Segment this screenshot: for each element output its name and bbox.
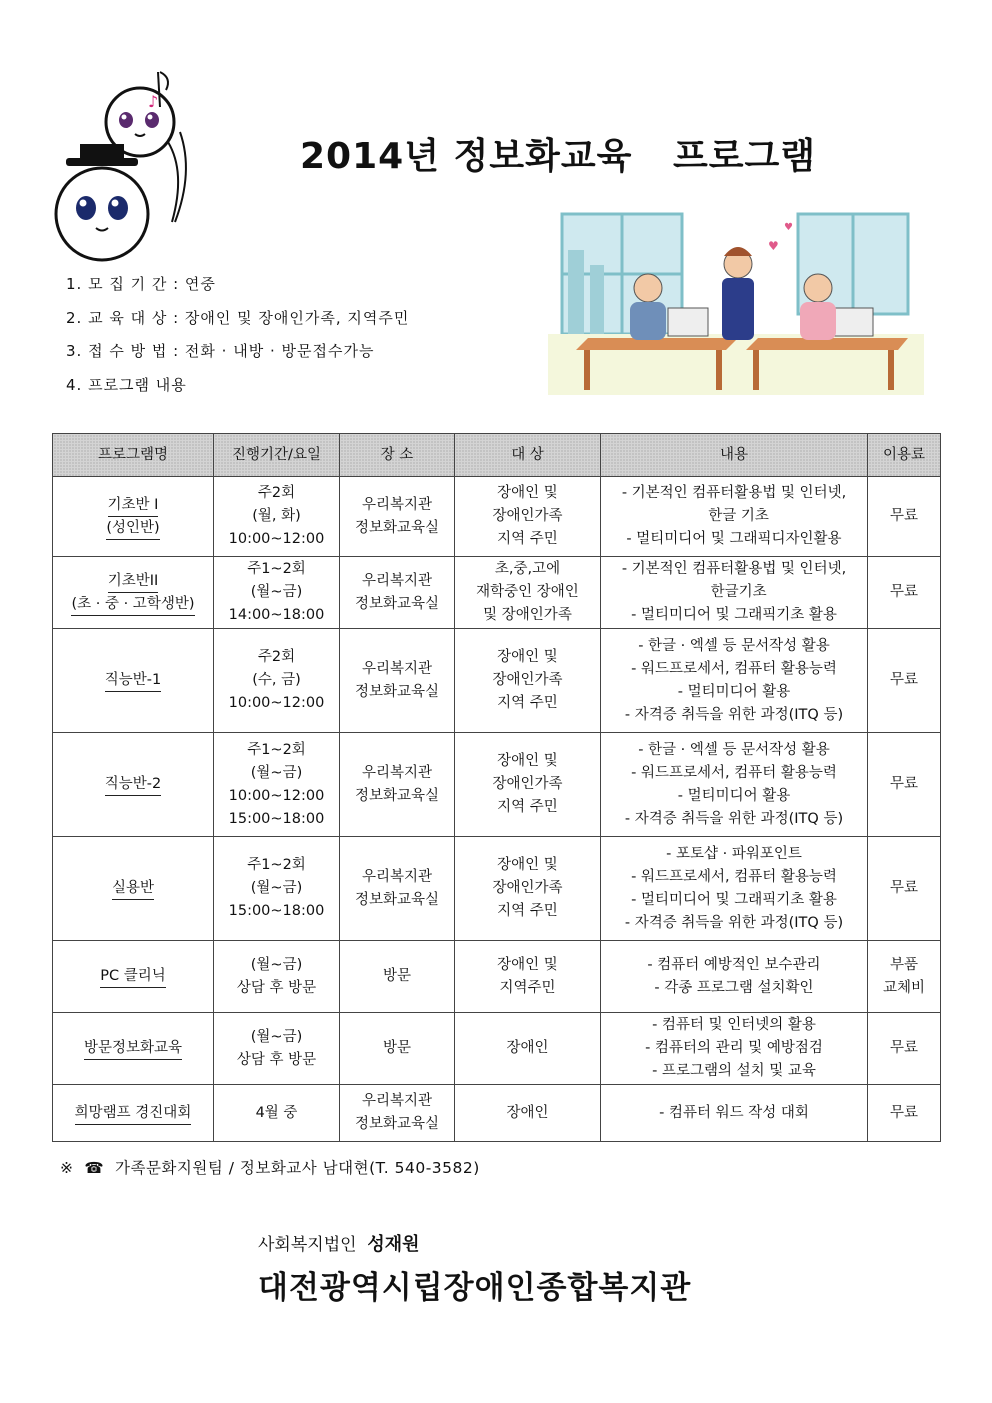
program-name-cell — [53, 837, 214, 941]
content-line: - 워드프로세서, 컴퓨터 활용능력 — [631, 868, 837, 885]
target-cell — [455, 733, 601, 837]
period-line: 10:00~12:00 — [228, 787, 325, 804]
target-cell — [455, 629, 601, 733]
content-line: - 워드프로세서, 컴퓨터 활용능력 — [631, 660, 837, 677]
period-cell — [214, 941, 340, 1013]
place-cell — [340, 941, 455, 1013]
info-program: 4. 프로그램 내용 — [66, 375, 187, 394]
place-line: 우리복지관 — [361, 660, 433, 677]
content-line: - 한글 · 엑셀 등 문서작성 활용 — [638, 637, 830, 654]
recruitment-info — [66, 268, 409, 402]
program-name-cell — [53, 1013, 214, 1085]
period-line: (수, 금) — [252, 672, 301, 688]
period-line: 주2회 — [257, 649, 296, 665]
fee-line: 무료 — [889, 1104, 918, 1121]
period-cell — [214, 477, 340, 557]
period-line: 상담 후 방문 — [236, 979, 317, 996]
target-line: 지역 주민 — [497, 531, 558, 547]
fee-line: 무료 — [889, 508, 918, 524]
foundation-line — [258, 1230, 420, 1256]
target-cell — [455, 1085, 601, 1142]
content-line: - 자격증 취득을 위한 과정(ITQ 등) — [624, 706, 844, 723]
content-line: 한글기초 — [701, 584, 767, 600]
fee-line: 무료 — [889, 672, 918, 688]
header-content: 내용 — [601, 434, 868, 477]
target-line: 지역주민 — [499, 979, 556, 996]
period-line: (월~금) — [250, 956, 303, 973]
place-cell — [340, 733, 455, 837]
target-line: 재학중인 장애인 — [476, 584, 579, 600]
content-cell — [601, 837, 868, 941]
target-line: 지역 주민 — [497, 799, 558, 815]
program-name-line: (초 · 중 · 고학생반) — [71, 593, 194, 616]
info-target: 2. 교 육 대 상 : 장애인 및 장애인가족, 지역주민 — [66, 308, 410, 327]
content-line: - 포토샵 · 파워포인트 — [666, 845, 802, 862]
period-line: 주1~2회 — [247, 857, 306, 873]
info-method: 3. 접 수 방 법 : 전화 · 내방 · 방문접수가능 — [66, 342, 375, 360]
content-cell — [601, 1013, 868, 1085]
content-cell — [601, 1085, 868, 1142]
period-line: 4월 중 — [255, 1104, 298, 1121]
program-name-cell — [53, 629, 214, 733]
period-cell — [214, 837, 340, 941]
period-line: 주1~2회 — [247, 561, 306, 577]
place-line: 정보화교육실 — [354, 1116, 440, 1132]
period-line: 주1~2회 — [247, 741, 306, 758]
program-name-line: 희망램프 경진대회 — [75, 1102, 192, 1125]
place-cell — [340, 557, 455, 629]
period-cell — [214, 1085, 340, 1142]
fee-line: 무료 — [889, 776, 918, 792]
place-cell — [340, 1085, 455, 1142]
content-line: - 한글 · 엑셀 등 문서작성 활용 — [638, 741, 830, 758]
center-name: 대전광역시립장애인종합복지관 — [258, 1270, 692, 1306]
fee-cell — [868, 1085, 941, 1142]
mascot-illustration — [50, 62, 200, 262]
content-line: - 멀티미디어 및 그래픽기초 활용 — [631, 891, 837, 908]
table-row — [53, 837, 941, 941]
place-line: 방문 — [382, 968, 411, 984]
header-program-name: 프로그램명 — [53, 434, 214, 477]
fee-cell — [868, 733, 941, 837]
content-cell — [601, 733, 868, 837]
table-header-row — [53, 434, 941, 477]
content-cell — [601, 629, 868, 733]
content-line: - 컴퓨터 워드 작성 대회 — [659, 1104, 809, 1121]
content-line: - 기본적인 컴퓨터활용법 및 인터넷, — [621, 561, 847, 577]
period-cell — [214, 733, 340, 837]
place-line: 우리복지관 — [361, 496, 433, 513]
target-cell — [455, 477, 601, 557]
content-line: - 각종 프로그램 설치확인 — [654, 979, 814, 996]
header-fee: 이용료 — [868, 434, 941, 477]
target-cell — [455, 837, 601, 941]
content-line: - 자격증 취득을 위한 과정(ITQ 등) — [624, 810, 844, 827]
content-line: - 프로그램의 설치 및 교육 — [652, 1063, 816, 1079]
content-line: - 기본적인 컴퓨터활용법 및 인터넷, — [621, 485, 847, 501]
table-body — [53, 477, 941, 1142]
period-line: (월~금) — [250, 584, 303, 600]
svg-text:♪: ♪ — [148, 92, 159, 111]
place-line: 정보화교육실 — [354, 787, 440, 804]
program-name-line: 직능반-1 — [105, 669, 161, 692]
table-row — [53, 629, 941, 733]
target-line: 장애인 및 — [497, 485, 558, 501]
content-cell — [601, 477, 868, 557]
program-name-line: (성인반) — [106, 517, 159, 540]
table-row — [53, 1013, 941, 1085]
place-line: 정보화교육실 — [354, 891, 440, 908]
content-line: - 컴퓨터의 관리 및 예방점검 — [645, 1040, 823, 1056]
foundation-name: 성재원 — [367, 1234, 420, 1255]
table-row — [53, 941, 941, 1013]
place-cell — [340, 1013, 455, 1085]
program-name-line: 실용반 — [112, 877, 154, 900]
program-name-cell — [53, 1085, 214, 1142]
place-line: 우리복지관 — [361, 868, 433, 885]
target-cell — [455, 557, 601, 629]
place-cell — [340, 477, 455, 557]
target-line: 장애인 및 — [497, 753, 558, 769]
period-line: (월, 화) — [252, 508, 301, 524]
fee-cell — [868, 941, 941, 1013]
place-line: 우리복지관 — [361, 1093, 433, 1109]
period-cell — [214, 1013, 340, 1085]
program-name-line: PC 클리닉 — [100, 965, 166, 988]
table-row — [53, 733, 941, 837]
period-line: 15:00~18:00 — [228, 810, 325, 827]
program-name-line: 방문정보화교육 — [84, 1037, 182, 1060]
target-line: 초,중,고에 — [494, 561, 561, 577]
foundation-label: 사회복지법인 — [258, 1235, 357, 1255]
content-line: 한글 기초 — [699, 508, 769, 524]
target-line: 장애인 및 — [497, 649, 558, 665]
table-row — [53, 1085, 941, 1142]
period-line: 10:00~12:00 — [228, 695, 325, 711]
program-name-cell — [53, 557, 214, 629]
target-line: 장애인 및 — [497, 956, 558, 973]
svg-text:♥: ♥ — [784, 222, 793, 233]
fee-line: 교체비 — [882, 979, 926, 996]
period-line: 15:00~18:00 — [228, 903, 325, 919]
target-line: 장애인가족 — [492, 880, 563, 896]
info-period: 1. 모 집 기 간 : 연중 — [66, 275, 216, 293]
period-line: (월~금) — [250, 880, 303, 896]
program-name-cell — [53, 941, 214, 1013]
period-line: (월~금) — [250, 1028, 303, 1045]
target-line: 장애인가족 — [492, 672, 563, 688]
content-line: - 멀티미디어 및 그래픽디자인활용 — [626, 531, 842, 547]
target-cell — [455, 1013, 601, 1085]
fee-cell — [868, 1013, 941, 1085]
place-line: 정보화교육실 — [354, 595, 440, 612]
content-cell — [601, 557, 868, 629]
period-line: 주2회 — [257, 485, 296, 501]
header-period: 진행기간/요일 — [214, 434, 340, 477]
fee-cell — [868, 477, 941, 557]
target-cell — [455, 941, 601, 1013]
content-line: - 컴퓨터 및 인터넷의 활용 — [652, 1017, 816, 1033]
content-line: - 컴퓨터 예방적인 보수관리 — [647, 956, 821, 973]
content-line: - 멀티미디어 활용 — [677, 683, 791, 700]
content-cell — [601, 941, 868, 1013]
target-line: 장애인 및 — [497, 857, 558, 873]
svg-text:♥: ♥ — [768, 239, 779, 253]
fee-line: 무료 — [889, 584, 918, 600]
place-line: 정보화교육실 — [354, 683, 440, 700]
fee-line: 부품 — [889, 956, 918, 973]
fee-line: 무료 — [889, 880, 918, 896]
fee-cell — [868, 557, 941, 629]
fee-cell — [868, 629, 941, 733]
place-line: 방문 — [382, 1040, 411, 1056]
period-line: 상담 후 방문 — [236, 1051, 317, 1068]
program-name-line: 직능반-2 — [105, 773, 161, 796]
page-title: 2014년 정보화교육 프로그램 — [300, 136, 817, 177]
period-line: 10:00~12:00 — [228, 531, 325, 547]
target-line: 장애인가족 — [492, 776, 563, 792]
target-line: 지역 주민 — [497, 903, 558, 919]
period-cell — [214, 557, 340, 629]
header-place: 장 소 — [340, 434, 455, 477]
table-row — [53, 557, 941, 629]
target-line: 장애인가족 — [492, 508, 563, 524]
place-line: 정보화교육실 — [354, 519, 440, 536]
fee-cell — [868, 837, 941, 941]
target-line: 및 장애인가족 — [483, 607, 572, 623]
content-line: - 자격증 취득을 위한 과정(ITQ 등) — [624, 914, 844, 931]
target-line: 지역 주민 — [497, 695, 558, 711]
program-table — [52, 433, 941, 1142]
content-line: - 워드프로세서, 컴퓨터 활용능력 — [631, 764, 837, 781]
place-cell — [340, 837, 455, 941]
classroom-illustration — [548, 210, 924, 395]
program-name-line: 기초반 I — [108, 494, 159, 517]
program-name-line: 기초반II — [108, 570, 159, 593]
place-line: 우리복지관 — [361, 764, 433, 781]
target-line: 장애인 — [506, 1040, 549, 1056]
content-line: - 멀티미디어 활용 — [677, 787, 791, 804]
program-name-cell — [53, 477, 214, 557]
table-row — [53, 477, 941, 557]
place-line: 우리복지관 — [361, 572, 433, 589]
fee-line: 무료 — [889, 1040, 918, 1056]
period-line: 14:00~18:00 — [228, 607, 325, 623]
period-line: (월~금) — [250, 764, 303, 781]
target-line: 장애인 — [506, 1104, 549, 1121]
header-target: 대 상 — [455, 434, 601, 477]
contact-note: ※ ☎ 가족문화지원팀 / 정보화교사 남대현(T. 540-3582) — [60, 1159, 480, 1177]
period-cell — [214, 629, 340, 733]
program-name-cell — [53, 733, 214, 837]
content-line: - 멀티미디어 및 그래픽기초 활용 — [631, 607, 837, 623]
place-cell — [340, 629, 455, 733]
